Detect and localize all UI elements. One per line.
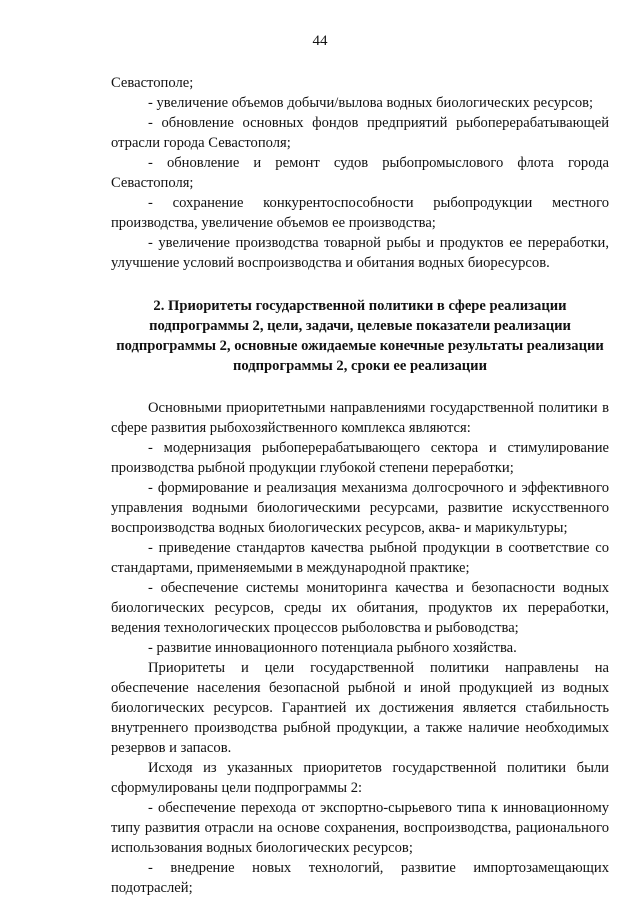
list-item: - приведение стандартов качества рыбной продукции в соответствие со стандартами, применяемыми в международной практике;	[111, 540, 609, 576]
list-item: - увеличение производства товарной рыбы и продуктов ее переработки, улучшение условий воспроизводства и обитания водных биоресурсов.	[111, 235, 609, 271]
paragraph: Приоритеты и цели государственной политики направлены на обеспечение населения безопасной рыбной и иной продукцией из водных биологических ресурсов. Гарантией их достижения является стабильность внутреннего производства рыбной продукции, а также наличие необходимых резервов и запасов.	[111, 660, 609, 756]
list-item: - увеличение объемов добычи/вылова водных биологических ресурсов;	[148, 95, 594, 111]
list-item: - обеспечение перехода от экспортно-сырьевого типа к инновационному типу развития отрасли на основе сохранения, воспроизводства, рационального использования водных биологических ресурсов;	[111, 800, 609, 856]
page-number: 44	[312, 33, 328, 49]
list-item: - обновление основных фондов предприятий рыбоперерабатывающей отрасли города Севастополя;	[111, 115, 609, 151]
paragraph: Севастополе;	[111, 75, 194, 91]
document-body	[111, 73, 609, 898]
list-item: - модернизация рыбоперерабатывающего сектора и стимулирование производства рыбной продукции глубокой степени переработки;	[111, 440, 609, 476]
list-item: - обновление и ремонт судов рыбопромыслового флота города Севастополя;	[111, 155, 609, 191]
paragraph: Основными приоритетными направлениями государственной политики в сфере развития рыбохозяйственного комплекса являются:	[111, 400, 609, 436]
paragraph: Исходя из указанных приоритетов государственной политики были сформулированы цели подпрограммы 2:	[111, 760, 609, 796]
list-item: - формирование и реализация механизма долгосрочного и эффективного управления водными биологическими ресурсами, развитие искусственного воспроизводства водных биологических ресурсов, аква- и марикультуры;	[111, 480, 609, 536]
list-item: - внедрение новых технологий, развитие импортозамещающих подотраслей;	[111, 860, 609, 896]
list-item: - сохранение конкурентоспособности рыбопродукции местного производства, увеличение объемов ее производства;	[111, 195, 609, 231]
list-item: - обеспечение системы мониторинга качества и безопасности водных биологических ресурсов, среды их обитания, продуктов их переработки, ведения технологических процессов рыболовства и рыбоводства;	[111, 580, 609, 636]
list-item: - развитие инновационного потенциала рыбного хозяйства.	[148, 640, 517, 656]
section-heading: 2. Приоритеты государственной политики в сфере реализации подпрограммы 2, цели, задачи, целевые показатели реализации подпрограммы 2, основные ожидаемые конечные результаты реализации подпрограммы 2, сроки ее реализации	[116, 298, 604, 374]
